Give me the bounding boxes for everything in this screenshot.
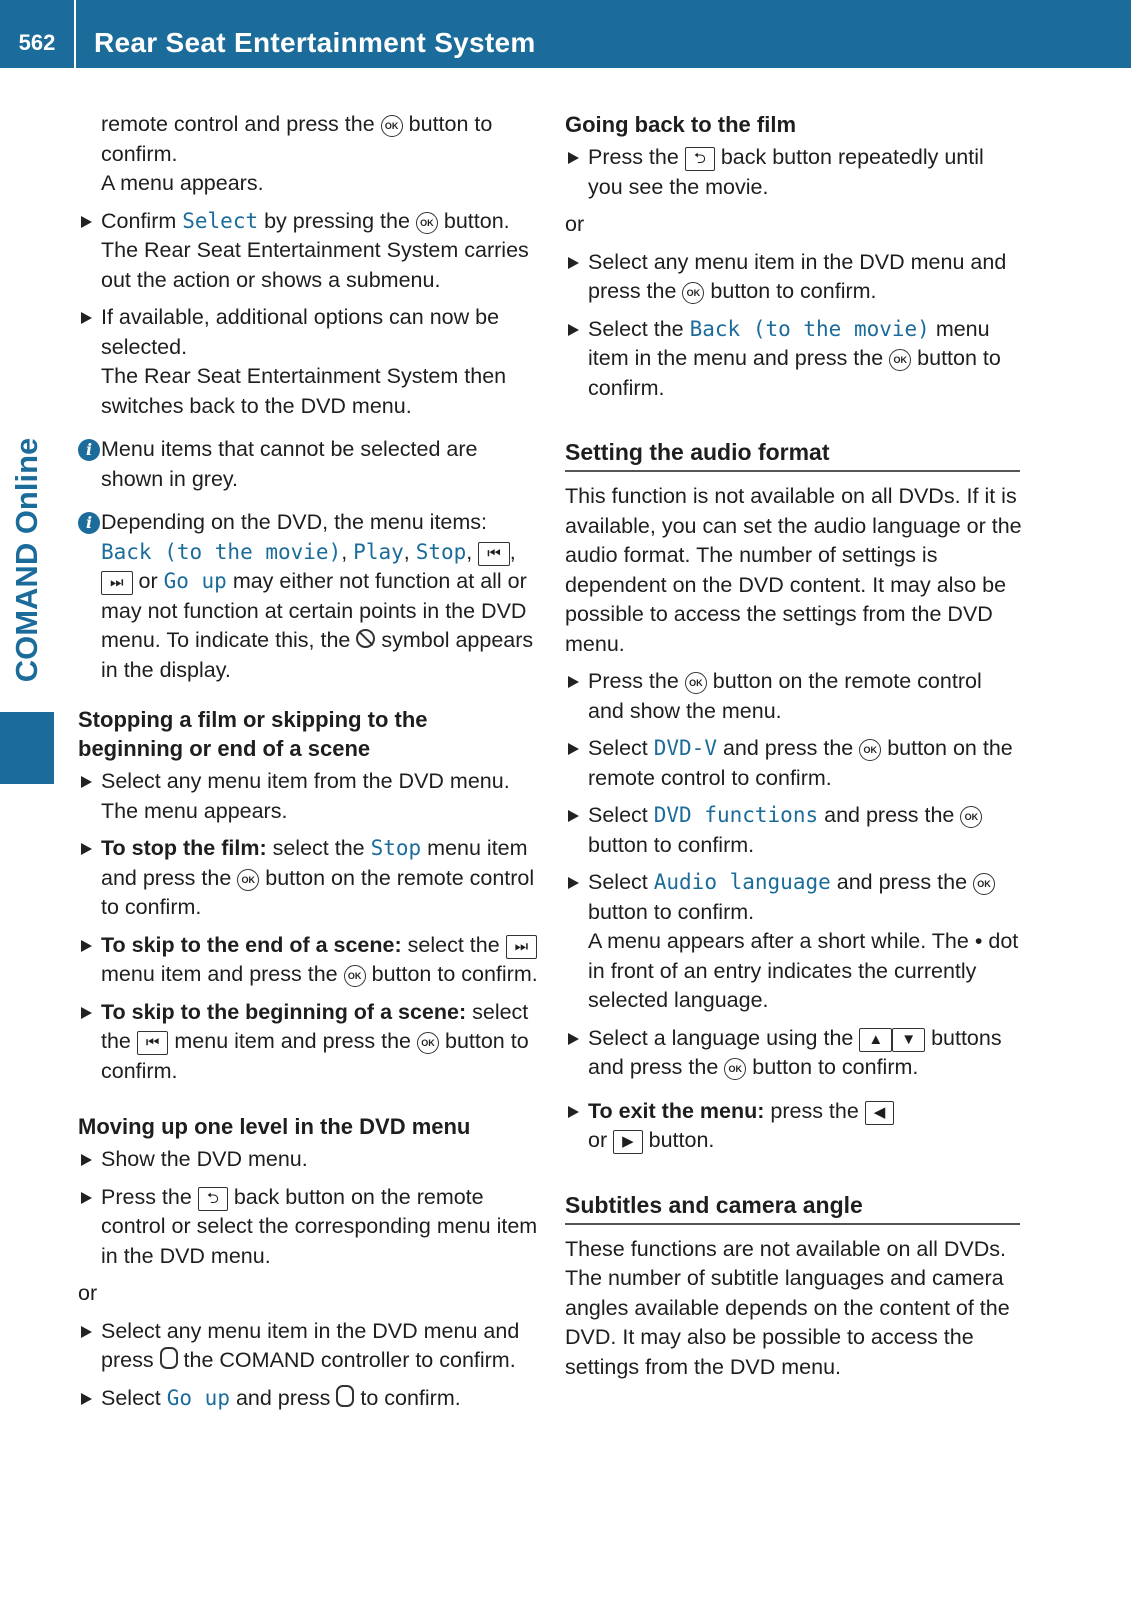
ok-icon: OK (682, 282, 704, 304)
list-item: Select a language using the ▲ ▼ buttons and press the OK button to confirm. (565, 1024, 1023, 1083)
page-header (0, 0, 1131, 68)
ok-icon: OK (859, 739, 881, 761)
right-arrow-icon: ▶ (613, 1130, 643, 1154)
info-icon: i (78, 512, 100, 534)
info-note: i Menu items that cannot be selected are shown in grey. (78, 435, 538, 494)
or-text: or (78, 1281, 98, 1305)
section-heading: Subtitles and camera angle (565, 1190, 1020, 1225)
list-item: To skip to the beginning of a scene: select the ⏮ menu item and press the OK button to confirm. (78, 998, 538, 1087)
list-item: Select DVD functions and press the OK button to confirm. (565, 801, 1023, 860)
ok-icon: OK (417, 1032, 439, 1054)
side-tab (0, 415, 54, 705)
list-item: Press the ⮌ back button on the remote control or select the corresponding menu item in the DVD menu. (78, 1183, 538, 1272)
continued-text: remote control and press the OK button to confirm. A menu appears. (101, 112, 493, 195)
ok-icon: OK (973, 873, 995, 895)
paragraph: This function is not available on all DVDs. If it is available, you can set the audio language or the audio format. The number of settings is dependent on the DVD content. It may also be possible to access the settings from the DVD menu. (565, 484, 1022, 656)
or-text: or (565, 212, 585, 236)
back-icon: ⮌ (198, 1187, 228, 1211)
menu-item-text: Select (182, 208, 259, 233)
section-heading: Going back to the film (565, 112, 797, 137)
list-item: To skip to the end of a scene: select the ⏭ menu item and press the OK button to confirm. (78, 931, 538, 990)
list-item: To stop the film: select the Stop menu item and press the OK button on the remote control to confirm. (78, 834, 538, 923)
list-item: Press the ⮌ back button repeatedly until you see the movie. (565, 143, 1023, 202)
page-number: 562 (0, 0, 76, 68)
paragraph: These functions are not available on all DVDs. The number of subtitle languages and camera angles available depends on the content of the DVD. It may also be possible to access the settings from the DVD menu. (565, 1236, 1010, 1379)
info-note: i Depending on the DVD, the menu items: Back (to the movie), Play, Stop, ⏮ , ⏭ or Go up may either not function at all or may not function at certain points in the DVD menu. To indicate this, the symbol appears in the display. (78, 508, 538, 685)
list-item: Select Audio language and press the OK button to confirm. A menu appears after a short while. The • dot in front of an entry indicates the currently selected language. (565, 868, 1023, 1016)
list-item: Confirm Select by pressing the OK button. The Rear Seat Entertainment System carries out the action or shows a submenu. (78, 207, 538, 296)
up-arrow-icon: ▲ (859, 1028, 892, 1052)
side-tab-marker (0, 712, 54, 784)
back-icon: ⮌ (685, 147, 715, 171)
down-arrow-icon: ▼ (892, 1028, 925, 1052)
list-item: Press the OK button on the remote control and show the menu. (565, 667, 1023, 726)
section-heading: Stopping a film or skipping to the beginning or end of a scene (78, 707, 428, 761)
side-tab-label: COMAND Online (9, 437, 44, 683)
dot-icon: • (974, 929, 983, 953)
ok-icon: OK (889, 349, 911, 371)
ok-icon: OK (237, 869, 259, 891)
ok-icon: OK (960, 806, 982, 828)
section-heading: Setting the audio format (565, 437, 1020, 472)
list-item: Select any menu item from the DVD menu. The menu appears. (78, 767, 538, 826)
list-item: Select Go up and press to confirm. (78, 1384, 538, 1414)
skip-back-icon: ⏮ (478, 542, 510, 566)
ok-icon: OK (724, 1058, 746, 1080)
list-item: Select the Back (to the movie) menu item in the menu and press the OK button to confirm. (565, 315, 1023, 404)
skip-back-icon: ⏮ (137, 1031, 169, 1055)
skip-forward-icon: ⏭ (506, 935, 538, 959)
list-item: Select any menu item in the DVD menu and press the OK button to confirm. (565, 248, 1023, 307)
section-heading: Moving up one level in the DVD menu (78, 1114, 471, 1139)
info-icon: i (78, 439, 100, 461)
list-item: Select DVD-V and press the OK button on the remote control to confirm. (565, 734, 1023, 793)
right-column (565, 110, 1023, 1382)
list-item: To exit the menu: press the ◀ or ▶ button. (565, 1097, 1023, 1156)
left-arrow-icon: ◀ (865, 1101, 895, 1125)
list-item: Select any menu item in the DVD menu and press the COMAND controller to confirm. (78, 1317, 538, 1376)
ok-icon: OK (381, 115, 403, 137)
ok-icon: OK (344, 965, 366, 987)
list-item: Show the DVD menu. (78, 1145, 538, 1175)
list-item: If available, additional options can now be selected. The Rear Seat Entertainment System then switches back to the DVD menu. (78, 303, 538, 421)
controller-icon (336, 1385, 354, 1407)
controller-icon (160, 1347, 178, 1369)
ok-icon: OK (685, 672, 707, 694)
skip-forward-icon: ⏭ (101, 571, 133, 595)
not-available-icon (356, 629, 375, 648)
page-title: Rear Seat Entertainment System (94, 27, 536, 58)
ok-icon: OK (416, 212, 438, 234)
left-column (78, 110, 538, 1413)
